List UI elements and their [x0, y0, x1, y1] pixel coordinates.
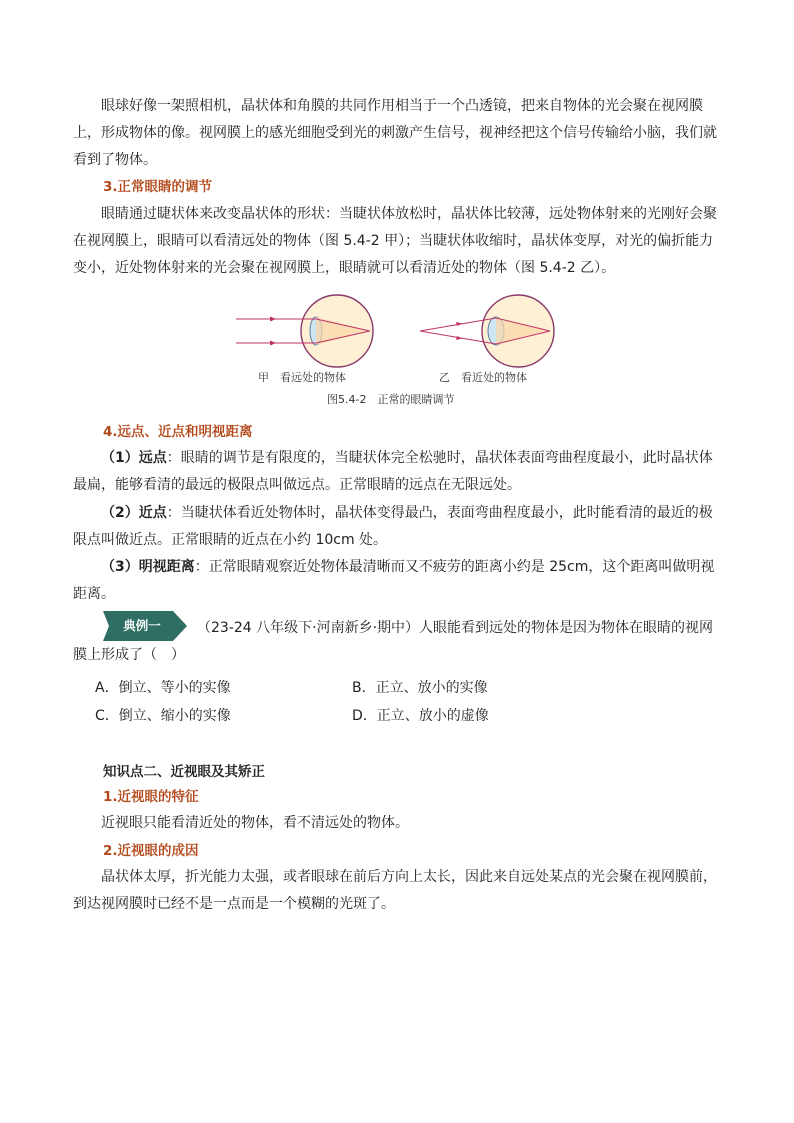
near-point-paragraph: [73, 500, 725, 554]
clear-vision-text: ：正常眼睛观察近处物体最清晰而又不疲劳的距离小约是 25cm，这个距离叫做明视距离。: [73, 559, 715, 602]
section4-heading: 4.远点、近点和明视距离: [103, 424, 253, 440]
far-point-paragraph: [73, 445, 725, 499]
far-point-term: （1）远点: [101, 450, 167, 466]
option-c: C．倒立、缩小的实像: [95, 708, 231, 724]
myopia-feature-heading: 1.近视眼的特征: [103, 789, 199, 805]
far-point-text: ：眼睛的调节是有限度的，当睫状体完全松驰时，晶状体表面弯曲程度最小，此时晶状体最扁，能够看清的最远的极限点叫做远点。正常眼睛的远点在无限远处。: [73, 450, 713, 493]
eye-far-diagram: [236, 295, 373, 367]
figure-label-near: 乙 看近处的物体: [439, 371, 527, 384]
option-b: B．正立、放小的实像: [352, 680, 488, 696]
intro-paragraph: 眼球好像一架照相机，晶状体和角膜的共同作用相当于一个凸透镜，把来自物体的光会聚在视网膜上，形成物体的像。视网膜上的感光细胞受到光的刺激产生信号，视神经把这个信号传输给小脑，我们就看到了物体。: [73, 98, 717, 168]
eye-diagram: [230, 293, 560, 409]
myopia-cause-heading: 2.近视眼的成因: [103, 843, 199, 859]
section3-heading: 3.正常眼睛的调节: [103, 179, 213, 195]
clear-vision-term: （3）明视距离: [101, 559, 195, 575]
near-point-text: ：当睫状体看近处物体时，晶状体变得最凸，表面弯曲程度最小，此时能看清的最近的极限点叫做近点。正常眼睛的近点在小约 10cm 处。: [73, 505, 713, 548]
example-badge-label: 典例一: [123, 618, 161, 633]
section3-body: 眼睛通过睫状体来改变晶状体的形状：当睫状体放松时，晶状体比较薄，远处物体射来的光刚好会聚在视网膜上，眼睛可以看清远处的物体（图 5.4-2 甲）；当睫状体收缩时，晶状体变厚，对光的偏折能力变小，近处物体射来的光会聚在视网膜上，眼睛就可以看清近处的物体（图 5.4-2 乙）。: [73, 206, 717, 276]
clear-vision-paragraph: [73, 554, 725, 608]
figure-label-far: 甲 看远处的物体: [258, 371, 346, 384]
option-d: D．正立、放小的虚像: [352, 708, 489, 724]
eye-near-diagram: [420, 295, 554, 367]
knowledge2-title: 知识点二、近视眼及其矫正: [103, 764, 265, 780]
myopia-cause-body: 晶状体太厚，折光能力太强，或者眼球在前后方向上太长，因此来自远处某点的光会聚在视网膜前，到达视网膜时已经不是一点而是一个模糊的光斑了。: [73, 869, 717, 912]
option-a: A．倒立、等小的实像: [95, 680, 231, 696]
near-point-term: （2）近点: [101, 505, 167, 521]
example-question: （23-24 八年级下·河南新乡·期中）人眼能看到远处的物体是因为物体在眼睛的视网膜上形成了（ ）: [73, 620, 714, 663]
myopia-feature-body: 近视眼只能看清近处的物体，看不清远处的物体。: [101, 815, 409, 831]
figure-caption: 图5.4-2 正常的眼睛调节: [327, 393, 455, 406]
eye-adjustment-figure: [230, 293, 560, 409]
